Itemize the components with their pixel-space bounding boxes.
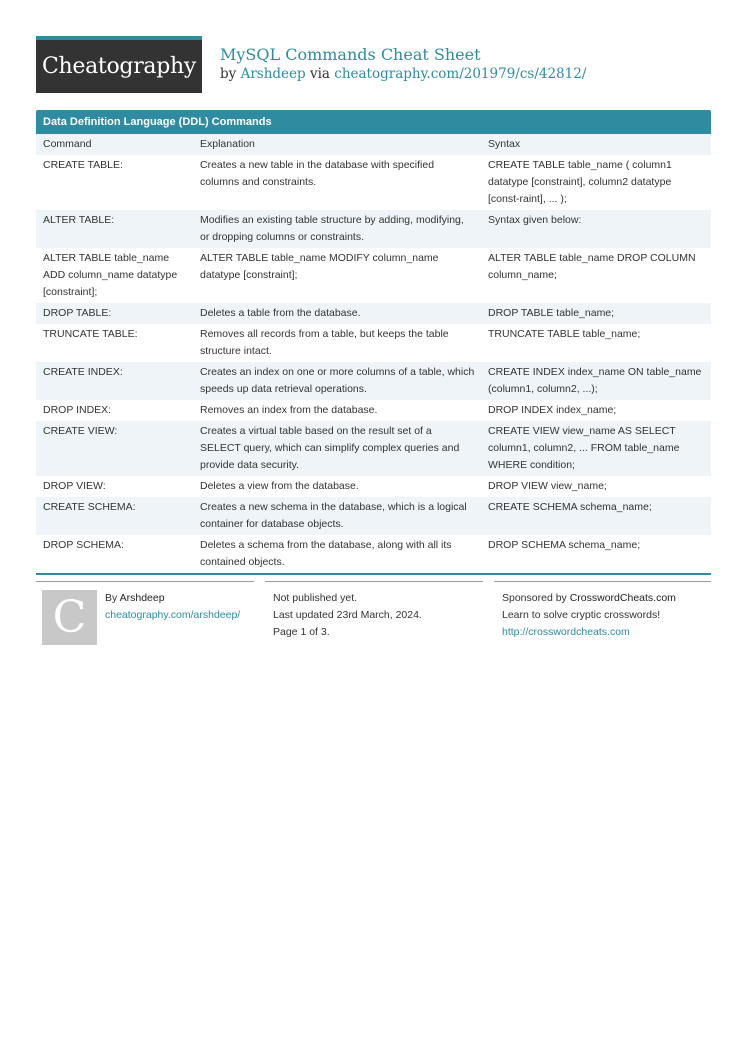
command-cell: DROP INDEX: — [43, 404, 112, 416]
byline — [220, 66, 586, 82]
table-row — [36, 476, 711, 497]
by-label: By — [105, 592, 118, 604]
syntax-cell: CREATE VIEW view_name AS SELECT column1, column2, ... FROM table_name WHERE condition; — [481, 421, 711, 476]
last-updated: Last updated 23rd March, 2024. — [273, 609, 422, 621]
footer-sponsor — [502, 590, 676, 641]
table-row — [36, 497, 711, 535]
explanation-cell: Deletes a table from the database. — [193, 303, 481, 324]
author-link[interactable]: Arshdeep — [240, 66, 306, 82]
explanation-cell: ALTER TABLE table_name MODIFY column_name datatype [constraint]; — [200, 252, 439, 281]
sponsor-tagline: Learn to solve cryptic crosswords! — [502, 609, 661, 621]
cheatography-logo[interactable] — [36, 36, 202, 93]
explanation-cell: Creates an index on one or more columns of a table, which speeds up data retrieval operations. — [193, 362, 481, 400]
sponsor-prefix: Sponsored by — [502, 592, 567, 604]
syntax-cell: Syntax given below: — [481, 210, 711, 248]
footer-divider — [36, 581, 254, 582]
published-status: Not published yet. — [273, 592, 358, 604]
explanation-cell: Modifies an existing table structure by adding, modifying, or dropping columns or constraints. — [193, 210, 481, 248]
command-cell: TRUNCATE TABLE: — [43, 328, 138, 340]
table-header-row — [36, 134, 711, 155]
syntax-cell: CREATE INDEX index_name ON table_name (column1, column2, ...); — [481, 362, 711, 400]
command-cell: ALTER TABLE table_name ADD column_name datatype [constraint]; — [43, 252, 178, 298]
explanation-cell: Creates a new table in the database with specified columns and constraints. — [200, 159, 435, 188]
explanation-cell: Deletes a view from the database. — [200, 480, 359, 492]
command-cell: CREATE SCHEMA: — [36, 497, 193, 535]
sponsor-name: CrosswordCheats.com — [569, 592, 676, 604]
syntax-cell: TRUNCATE TABLE table_name; — [488, 328, 641, 340]
section-title: Data Definition Language (DDL) Commands — [36, 110, 711, 134]
table-row — [36, 303, 711, 324]
table-row — [36, 210, 711, 248]
command-cell: CREATE INDEX: — [36, 362, 193, 400]
explanation-cell: Deletes a schema from the database, along with all its contained objects. — [200, 539, 452, 568]
table-row — [36, 362, 711, 400]
commands-table — [36, 134, 711, 573]
explanation-cell: Creates a virtual table based on the result set of a SELECT query, which can simplify complex queries and provide data security. — [193, 421, 481, 476]
footer-author — [105, 590, 240, 624]
footer-divider — [494, 581, 711, 582]
table-row — [36, 324, 711, 362]
column-header: Syntax — [481, 134, 711, 155]
syntax-cell: DROP INDEX index_name; — [488, 404, 617, 416]
footer — [36, 581, 711, 651]
ddl-section — [36, 110, 711, 575]
table-row — [36, 421, 711, 476]
section-bottom-rule — [36, 573, 711, 575]
syntax-cell: DROP TABLE table_name; — [481, 303, 711, 324]
author-avatar[interactable] — [42, 590, 97, 645]
logo-text: Cheatography — [41, 54, 197, 79]
command-cell: DROP SCHEMA: — [43, 539, 124, 551]
avatar-letter: C — [52, 592, 87, 643]
command-cell: DROP TABLE: — [36, 303, 193, 324]
table-row — [36, 155, 711, 210]
command-cell: CREATE TABLE: — [43, 159, 123, 171]
command-cell: ALTER TABLE: — [36, 210, 193, 248]
footer-divider — [265, 581, 483, 582]
syntax-cell: CREATE TABLE table_name ( column1 datatype [constraint], column2 datatype [const-raint], ... ); — [488, 159, 672, 205]
explanation-cell: Creates a new schema in the database, which is a logical container for database objects. — [193, 497, 481, 535]
explanation-cell: Removes all records from a table, but keeps the table structure intact. — [200, 328, 449, 357]
table-row — [36, 248, 711, 303]
syntax-cell: ALTER TABLE table_name DROP COLUMN column_name; — [488, 252, 696, 281]
page-title: MySQL Commands Cheat Sheet — [220, 45, 481, 64]
sheet-url-link[interactable]: cheatography.com/201979/cs/42812/ — [334, 66, 587, 82]
table-row — [36, 535, 711, 573]
via-text: via — [309, 66, 330, 82]
footer-author-name: Arshdeep — [119, 592, 165, 604]
explanation-cell: Removes an index from the database. — [200, 404, 378, 416]
page-number: Page 1 of 3. — [273, 626, 330, 638]
syntax-cell: CREATE SCHEMA schema_name; — [481, 497, 711, 535]
by-prefix: by — [220, 66, 237, 82]
syntax-cell: DROP VIEW view_name; — [488, 480, 607, 492]
table-row — [36, 400, 711, 421]
author-profile-link[interactable]: cheatography.com/arshdeep/ — [105, 609, 241, 621]
column-header: Command — [36, 134, 193, 155]
footer-meta — [273, 590, 422, 641]
command-cell: CREATE VIEW: — [36, 421, 193, 476]
command-cell: DROP VIEW: — [43, 480, 106, 492]
column-header: Explanation — [193, 134, 481, 155]
syntax-cell: DROP SCHEMA schema_name; — [488, 539, 641, 551]
sponsor-link[interactable]: http://crosswordcheats.com — [502, 626, 630, 638]
